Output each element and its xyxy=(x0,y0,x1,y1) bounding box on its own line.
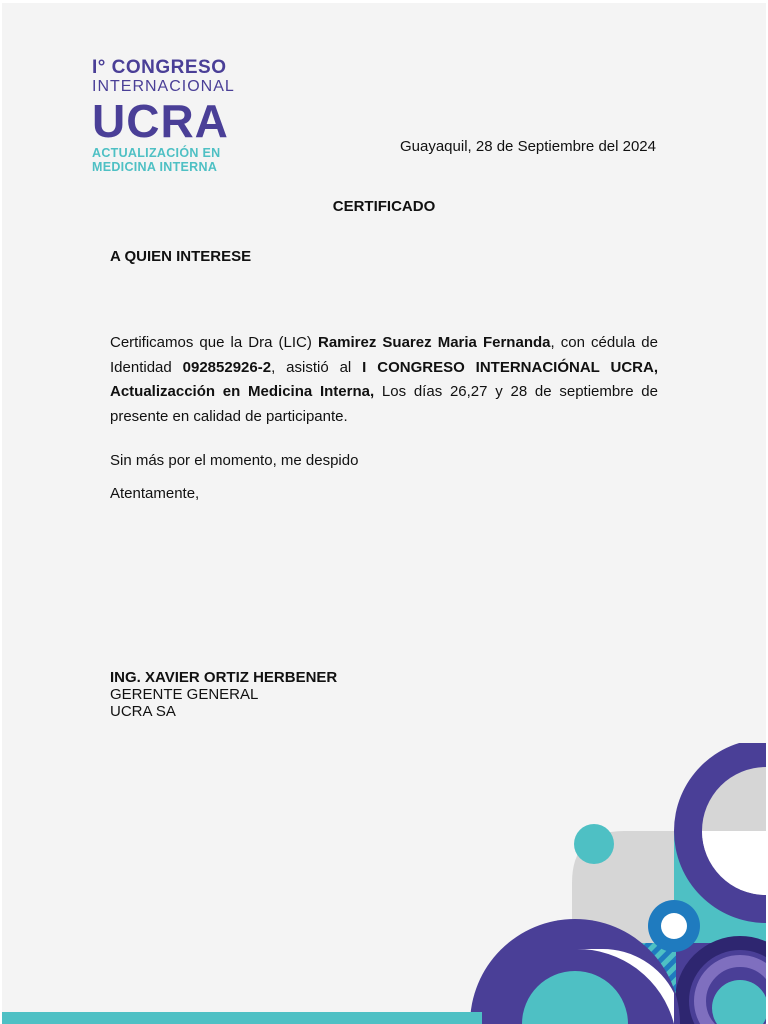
closing-line-2: Atentamente, xyxy=(110,485,200,502)
blue-ring-center xyxy=(661,913,687,939)
logo-ucra: UCRA xyxy=(92,95,229,147)
signer-name: ING. XAVIER ORTIZ HERBENER xyxy=(110,669,338,686)
event-name: I CONGRESO INTERNACIÓNAL UCRA, Actualizacción en Medicina Interna, xyxy=(110,358,658,400)
participant-name: Ramirez Suarez Maria Fernanda xyxy=(317,334,551,351)
body-text-2: , con cédula de Identidad xyxy=(110,334,658,376)
closing-line-1: Sin más por el momento, me despido xyxy=(110,452,359,469)
body-text-1: Certificamos que la Dra (LIC) xyxy=(110,334,318,351)
signer-role: GERENTE GENERAL xyxy=(110,686,259,703)
logo-line-2: INTERNACIONAL xyxy=(92,78,235,95)
certificate-page xyxy=(2,3,766,1024)
body-text-3: , asistió al xyxy=(271,358,363,376)
document-date: Guayaquil, 28 de Septiembre del 2024 xyxy=(399,138,656,155)
logo-line-1: I° CONGRESO xyxy=(92,57,227,78)
recipient-heading: A QUIEN INTERESE xyxy=(110,248,252,265)
teal-dot xyxy=(574,824,614,864)
signer-company: UCRA SA xyxy=(110,703,176,720)
decorative-shapes xyxy=(2,3,766,1024)
participant-id: 092852926-2 xyxy=(182,358,272,376)
logo-line-5: MEDICINA INTERNA xyxy=(92,160,218,174)
body-text-4: Los días 26,27 y 28 de septiembre de presente en calidad de participante. xyxy=(110,383,658,425)
document-title: CERTIFICADO xyxy=(332,198,436,215)
bottom-teal-strip xyxy=(2,1012,482,1024)
logo-line-4: ACTUALIZACIÓN EN xyxy=(92,146,221,160)
